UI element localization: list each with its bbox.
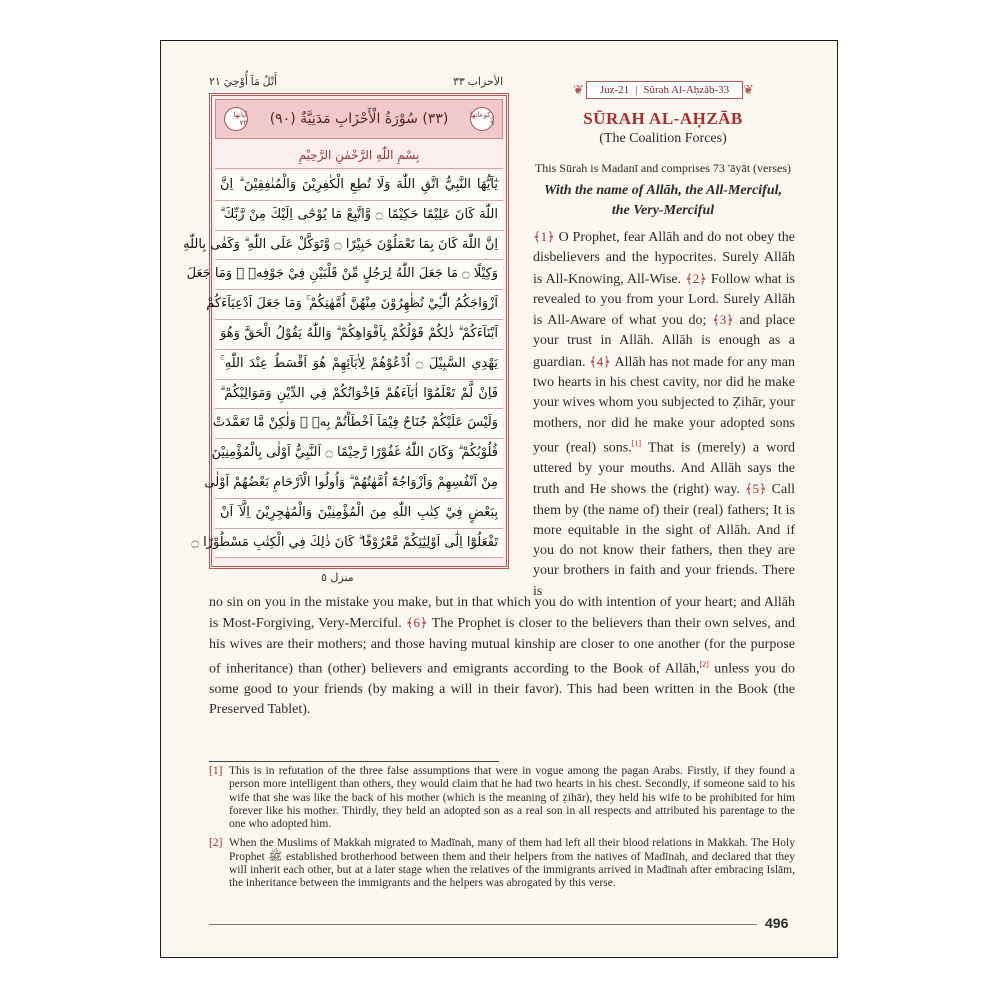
arabic-line: وَلَيْسَ عَلَيْكُمْ جُنَاحٌ فِيْمَآ اَخْطَاْتُمْ بِهٖ ۙ وَلٰكِنْ مَّا تَعَمَّدَتْ <box>215 409 503 439</box>
surah-ref-label: Sūrah Al-Aḥzāb-33 <box>643 84 730 96</box>
verse-number: ﴾4﴿ <box>589 353 611 369</box>
arabic-line: تَفْعَلُوْٓا اِلٰٓى اَوْلِيٰٓئِكُمْ مَّعْرُوْفًا ۗ كَانَ ذٰلِكَ فِي الْكِتٰبِ مَسْطُوْرًا ۝ <box>215 529 503 559</box>
arabic-line: يَهْدِي السَّبِيْلَ ۝ اُدْعُوْهُمْ لِاٰبَآئِهِمْ هُوَ اَقْسَطُ عِنْدَ اللّٰهِ ۚ <box>215 350 503 380</box>
surah-info: This Sūrah is Madanī and comprises 73 'āyāt (verses) <box>534 161 792 175</box>
header-ornament-left-icon: ❦ <box>573 82 584 97</box>
arabic-line: مِنْ اَنْفُسِهِمْ وَاَزْوَاجُهٗٓ اُمَّهٰتُهُمْ ۗ وَاُولُوا الْاَرْحَامِ بَعْضُهُمْ اَوْلٰى <box>215 469 503 499</box>
book-page <box>160 40 838 958</box>
arabic-line: اَبْنَآءَكُمْ ۗ ذٰلِكُمْ قَوْلُكُمْ بِاَفْوَاهِكُمْ ۗ وَاللّٰهُ يَقُوْلُ الْحَقَّ وَهُوَ <box>215 320 503 350</box>
footnotes <box>209 765 795 897</box>
arabic-line: بِبَعْضٍ فِيْ كِتٰبِ اللّٰهِ مِنَ الْمُؤْمِنِيْنَ وَالْمُهٰجِرِيْنَ اِلَّآ اَنْ <box>215 499 503 529</box>
arabic-line: اللّٰهَ كَانَ عَلِيْمًا حَكِيْمًا ۝ وَّاتَّبِعْ مَا يُوْحٰٓى اِلَيْكَ مِنْ رَّبِّكَ ۗ <box>215 201 503 231</box>
arabic-lines <box>183 171 503 558</box>
arabic-line: اَزْوَاجَكُمُ الّٰٓـِٔيْ تُظٰهِرُوْنَ مِنْهُنَّ اُمَّهٰتِكُمْ ۚ وَمَا جَعَلَ اَدْعِيَآءَكُمْ <box>215 290 503 320</box>
arabic-text-frame <box>183 93 509 569</box>
verse-text: Allāh has not made for any man two hearts in his chest cavity, nor did he make your wives whom you subjected to Ẓihār, your mothers, nor did he make your adopted sons your (real) sons. <box>533 354 795 456</box>
arabic-surah-header: الأحزاب ٣٣ <box>453 76 504 88</box>
translation-column <box>533 227 795 602</box>
arabic-line: اِنَّ اللّٰهَ كَانَ بِمَا تَعْمَلُوْنَ خَبِيْرًا ۝ وَّتَوَكَّلْ عَلَى اللّٰهِ ۗ وَكَفٰى بِاللّٰهِ <box>215 231 503 261</box>
verse-number: ﴾6﴿ <box>405 615 428 631</box>
verse-text: The Prophet is closer to the believers than their own selves, and his wives are their mothers; and those having mutual kinship are closer to one another (for the purpose of inheritance) than (other) believers and emigrants according to the Book of Allāh, <box>209 616 795 677</box>
juz-header-box: Juz-21 | Sūrah Al-Aḥzāb-33 <box>586 81 743 99</box>
arabic-line: فَاِنْ لَّمْ تَعْلَمُوْٓا اٰبَآءَهُمْ فَاِخْوَانُكُمْ فِي الدِّيْنِ وَمَوَالِيْكُمْ ۗ <box>215 380 503 410</box>
verse-text: Follow what is revealed to you from your Lord. Surely Allāh is All-Aware of what you do; <box>533 271 795 329</box>
surah-title: SŪRAH AL-AḤZĀB <box>583 109 743 128</box>
ruku-count-ornament: ركوعاتها ٩ <box>470 107 494 131</box>
verse-text: and place your trust in Allāh. Allāh is enough as a guardian. <box>533 313 795 370</box>
juz-label: Juz-21 <box>599 84 630 96</box>
basmala-line-1: With the name of Allāh, the All-Merciful, <box>543 183 783 198</box>
verse-text: O Prophet, fear Allāh and do not obey the disbelievers and the hypocrites. Surely Allāh is All-Knowing, All-Wise. <box>533 230 795 287</box>
footnote-number: [2] <box>209 837 223 850</box>
header-ornament-right-icon: ❦ <box>743 82 754 97</box>
arabic-line: وَكِيْلًا ۝ مَا جَعَلَ اللّٰهُ لِرَجُلٍ مِّنْ قَلْبَيْنِ فِيْ جَوْفِهٖ ۚ وَمَا جَعَلَ <box>215 260 503 290</box>
page-number: 496 <box>765 915 789 931</box>
surah-subtitle: (The Coalition Forces) <box>599 131 727 146</box>
footnote-ref[interactable]: [2] <box>699 659 709 669</box>
arabic-basmala: بِسْمِ اللّٰهِ الرَّحْمٰنِ الرَّحِيْمِ <box>215 142 503 169</box>
manzil-marker: منزل ٥ <box>321 571 354 584</box>
footnote-number: [1] <box>209 765 223 777</box>
verse-number: ﴾3﴿ <box>712 312 734 328</box>
ayat-count-ornament: آياتها ٧٣ <box>224 107 248 131</box>
verse-text: no sin on you in the mistake you make, but in that which you do with intention of your heart; and Allāh is Most-Forgiving, Very-Merciful. <box>209 595 795 632</box>
basmala-line-2: the Very-Merciful <box>611 203 715 218</box>
arabic-surah-title: (٣٣) سُوْرَةُ الْأَحْزَابِ مَدَنِيَّةٌ (٩٠) <box>269 111 449 127</box>
footnote-divider <box>209 761 499 762</box>
english-basmala <box>533 181 793 221</box>
translation-continuation <box>209 593 795 720</box>
footnote <box>209 765 795 831</box>
verse-text: Call them by (the name of) their (real) fathers; It is more equitable in the sight of Allāh. And if you do not know their fathers, then they are your brothers in faith and your friends. There is <box>533 482 795 599</box>
footnote <box>209 837 795 890</box>
arabic-surah-title-bar <box>215 99 503 139</box>
footnote-ref[interactable]: [1] <box>631 438 642 448</box>
verse-text: That is (merely) a word uttered by your mouths. And Allāh says the truth and He shows the (right) way. <box>533 440 795 498</box>
footnote-text: This is in refutation of the three false assumptions that were in vogue among the pagan Arabs. Firstly, if they found a person more intelligent than others, they would claim that he had two hearts in his chest. Secondly, if someone said to his wife that she was like the back of his mother (which is the meaning of ẓihār), they held his wife to be prohibited for him forever like his mother. Thirdly, they held an adopted son as a real son in all respects and attributed his parentage to the one who adopted him. <box>229 765 795 831</box>
arabic-line: يٰٓاَيُّهَا النَّبِيُّ اتَّقِ اللّٰهَ وَلَا تُطِعِ الْكٰفِرِيْنَ وَالْمُنٰفِقِيْنَ ۗ اِنَّ <box>215 171 503 201</box>
verse-number: ﴾2﴿ <box>685 270 707 286</box>
bottom-divider <box>209 924 757 925</box>
verse-text: unless you do some good to your friends (by making a will in their favor). This had been written in the Book (the Preserved Tablet). <box>209 661 795 718</box>
arabic-juz-header: أَتْلُ مَآ أُوْحِيَ ٢١ <box>209 76 278 88</box>
verse-number: ﴾5﴿ <box>744 481 767 497</box>
footnote-text: When the Muslims of Makkah migrated to Madīnah, many of them had left all their blood relations in Makkah. The Holy Prophet ﷺ established brotherhood between them and their helpers from the natives of Madīnah, and declared that they will inherit each other, but at a later stage when the relatives of the immigrants arrived in Madīnah after embracing Islām, the inheritance between the immigrants and the helpers was abrogated by this verse. <box>229 837 795 890</box>
arabic-line: قُلُوْبُكُمْ ۗ وَكَانَ اللّٰهُ غَفُوْرًا رَّحِيْمًا ۝ اَلنَّبِيُّ اَوْلٰى بِالْمُؤْمِنِيْنَ <box>215 439 503 469</box>
verse-number: ﴾1﴿ <box>533 229 555 244</box>
